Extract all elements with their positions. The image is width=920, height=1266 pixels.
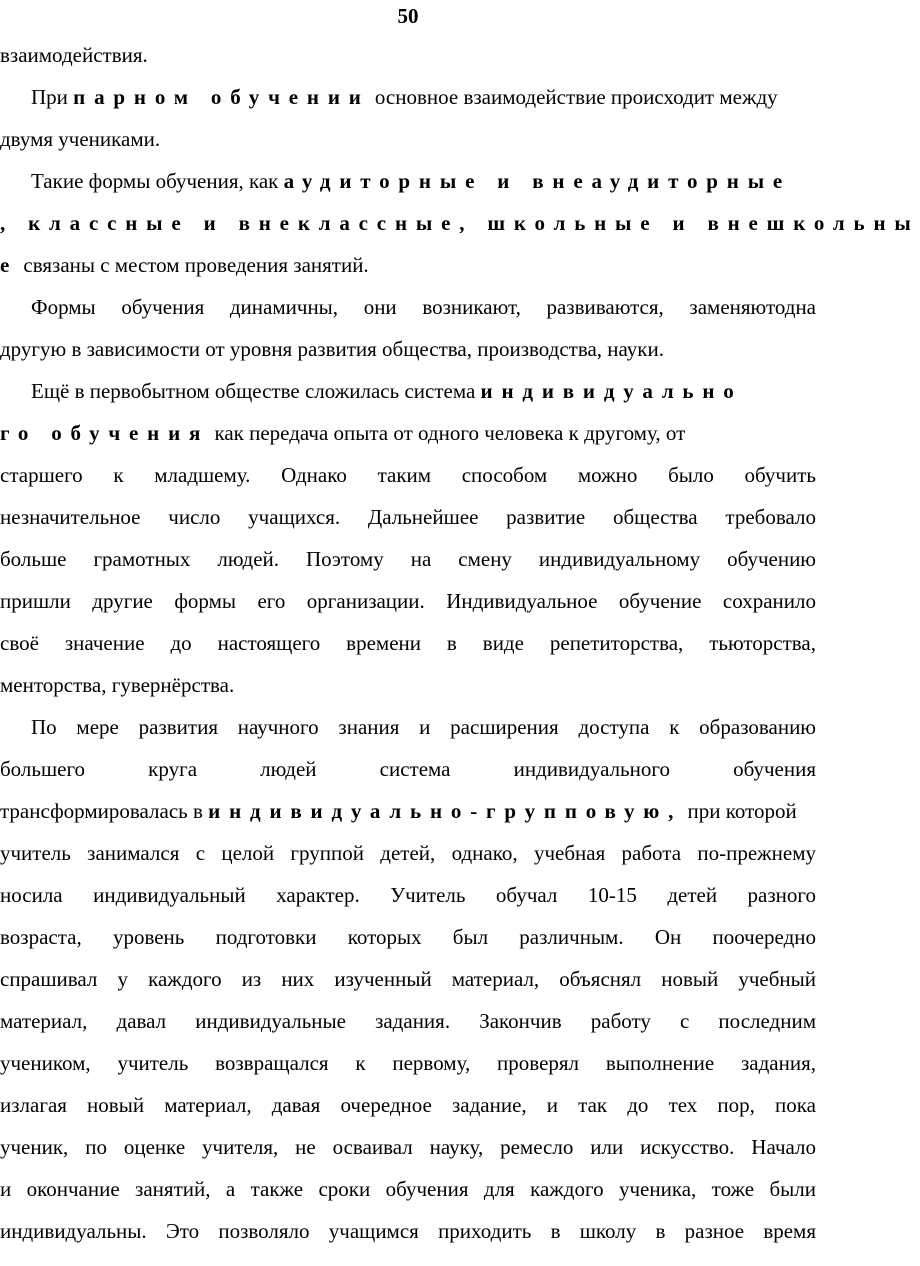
text-line: го обучения как передача опыта от одного человека к другому, от (0, 421, 686, 445)
text-line: учитель занимался с целой группой детей, однако, учебная работа по-прежнему (0, 841, 816, 865)
text-line: большего круга людей система индивидуального обучения (0, 757, 816, 781)
emphasized-term: е (0, 253, 19, 277)
text-line (0, 202, 920, 244)
text-line: носила индивидуальный характер. Учитель обучал 10-15 детей разного (0, 883, 816, 907)
text-line: другую в зависимости от уровня развития общества, производства, науки. (0, 337, 664, 361)
text-line: учеником, учитель возвращался к первому, проверял выполнение задания, (0, 1051, 816, 1075)
text-line: материал, давал индивидуальные задания. Закончив работу с последним (0, 1009, 816, 1033)
text-line: спрашивал у каждого из них изученный материал, объяснял новый учебный (0, 967, 816, 991)
text-line: старшего к младшему. Однако таким способом можно было обучить (0, 463, 816, 487)
text-line: трансформировалась в индивидуально-групповую, при которой (0, 799, 797, 823)
text-line: незначительное число учащихся. Дальнейшее развитие общества требовало (0, 505, 816, 529)
emphasized-term: , классные и внеклассные, школьные и внешкольны (0, 211, 920, 235)
text-line: взаимодействия. (0, 43, 148, 67)
text-line: е связаны с местом проведения занятий. (0, 253, 369, 277)
text-line: Ещё в первобытном обществе сложилась система индивидуально (31, 379, 743, 403)
text-line: индивидуальны. Это позволяло учащимся приходить в школу в разное время (0, 1219, 816, 1243)
text-line: пришли другие формы его организации. Индивидуальное обучение сохранило (0, 589, 816, 613)
text-line: двумя учениками. (0, 127, 161, 151)
emphasized-term: индивидуально (480, 379, 743, 403)
emphasized-term: го обучения (0, 421, 210, 445)
page-number: 50 (397, 4, 419, 28)
text-line: и окончание занятий, а также сроки обучения для каждого ученика, тоже были (0, 1177, 816, 1201)
text-line: Такие формы обучения, как аудиторные и внеаудиторные (31, 169, 792, 193)
text-line: возраста, уровень подготовки которых был различным. Он поочередно (0, 925, 816, 949)
emphasized-term: индивидуально-групповую, (208, 799, 683, 823)
text-line: менторства, гувернёрства. (0, 673, 235, 697)
text-line: своё значение до настоящего времени в виде репетиторства, тьюторства, (0, 631, 816, 655)
text-line: ученик, по оценке учителя, не осваивал науку, ремесло или искусство. Начало (0, 1135, 816, 1159)
text-line: При парном обучении основное взаимодействие происходит между (31, 85, 778, 109)
emphasized-term: аудиторные и внеаудиторные (283, 169, 792, 193)
text-line: Формы обучения динамичны, они возникают, развиваются, заменяютодна (31, 295, 816, 319)
text-line: излагая новый материал, давая очередное задание, и так до тех пор, пока (0, 1093, 816, 1117)
text-line: По мере развития научного знания и расширения доступа к образованию (31, 715, 816, 739)
emphasized-term: парном обучении (73, 85, 370, 109)
text-line: больше грамотных людей. Поэтому на смену индивидуальному обучению (0, 547, 816, 571)
